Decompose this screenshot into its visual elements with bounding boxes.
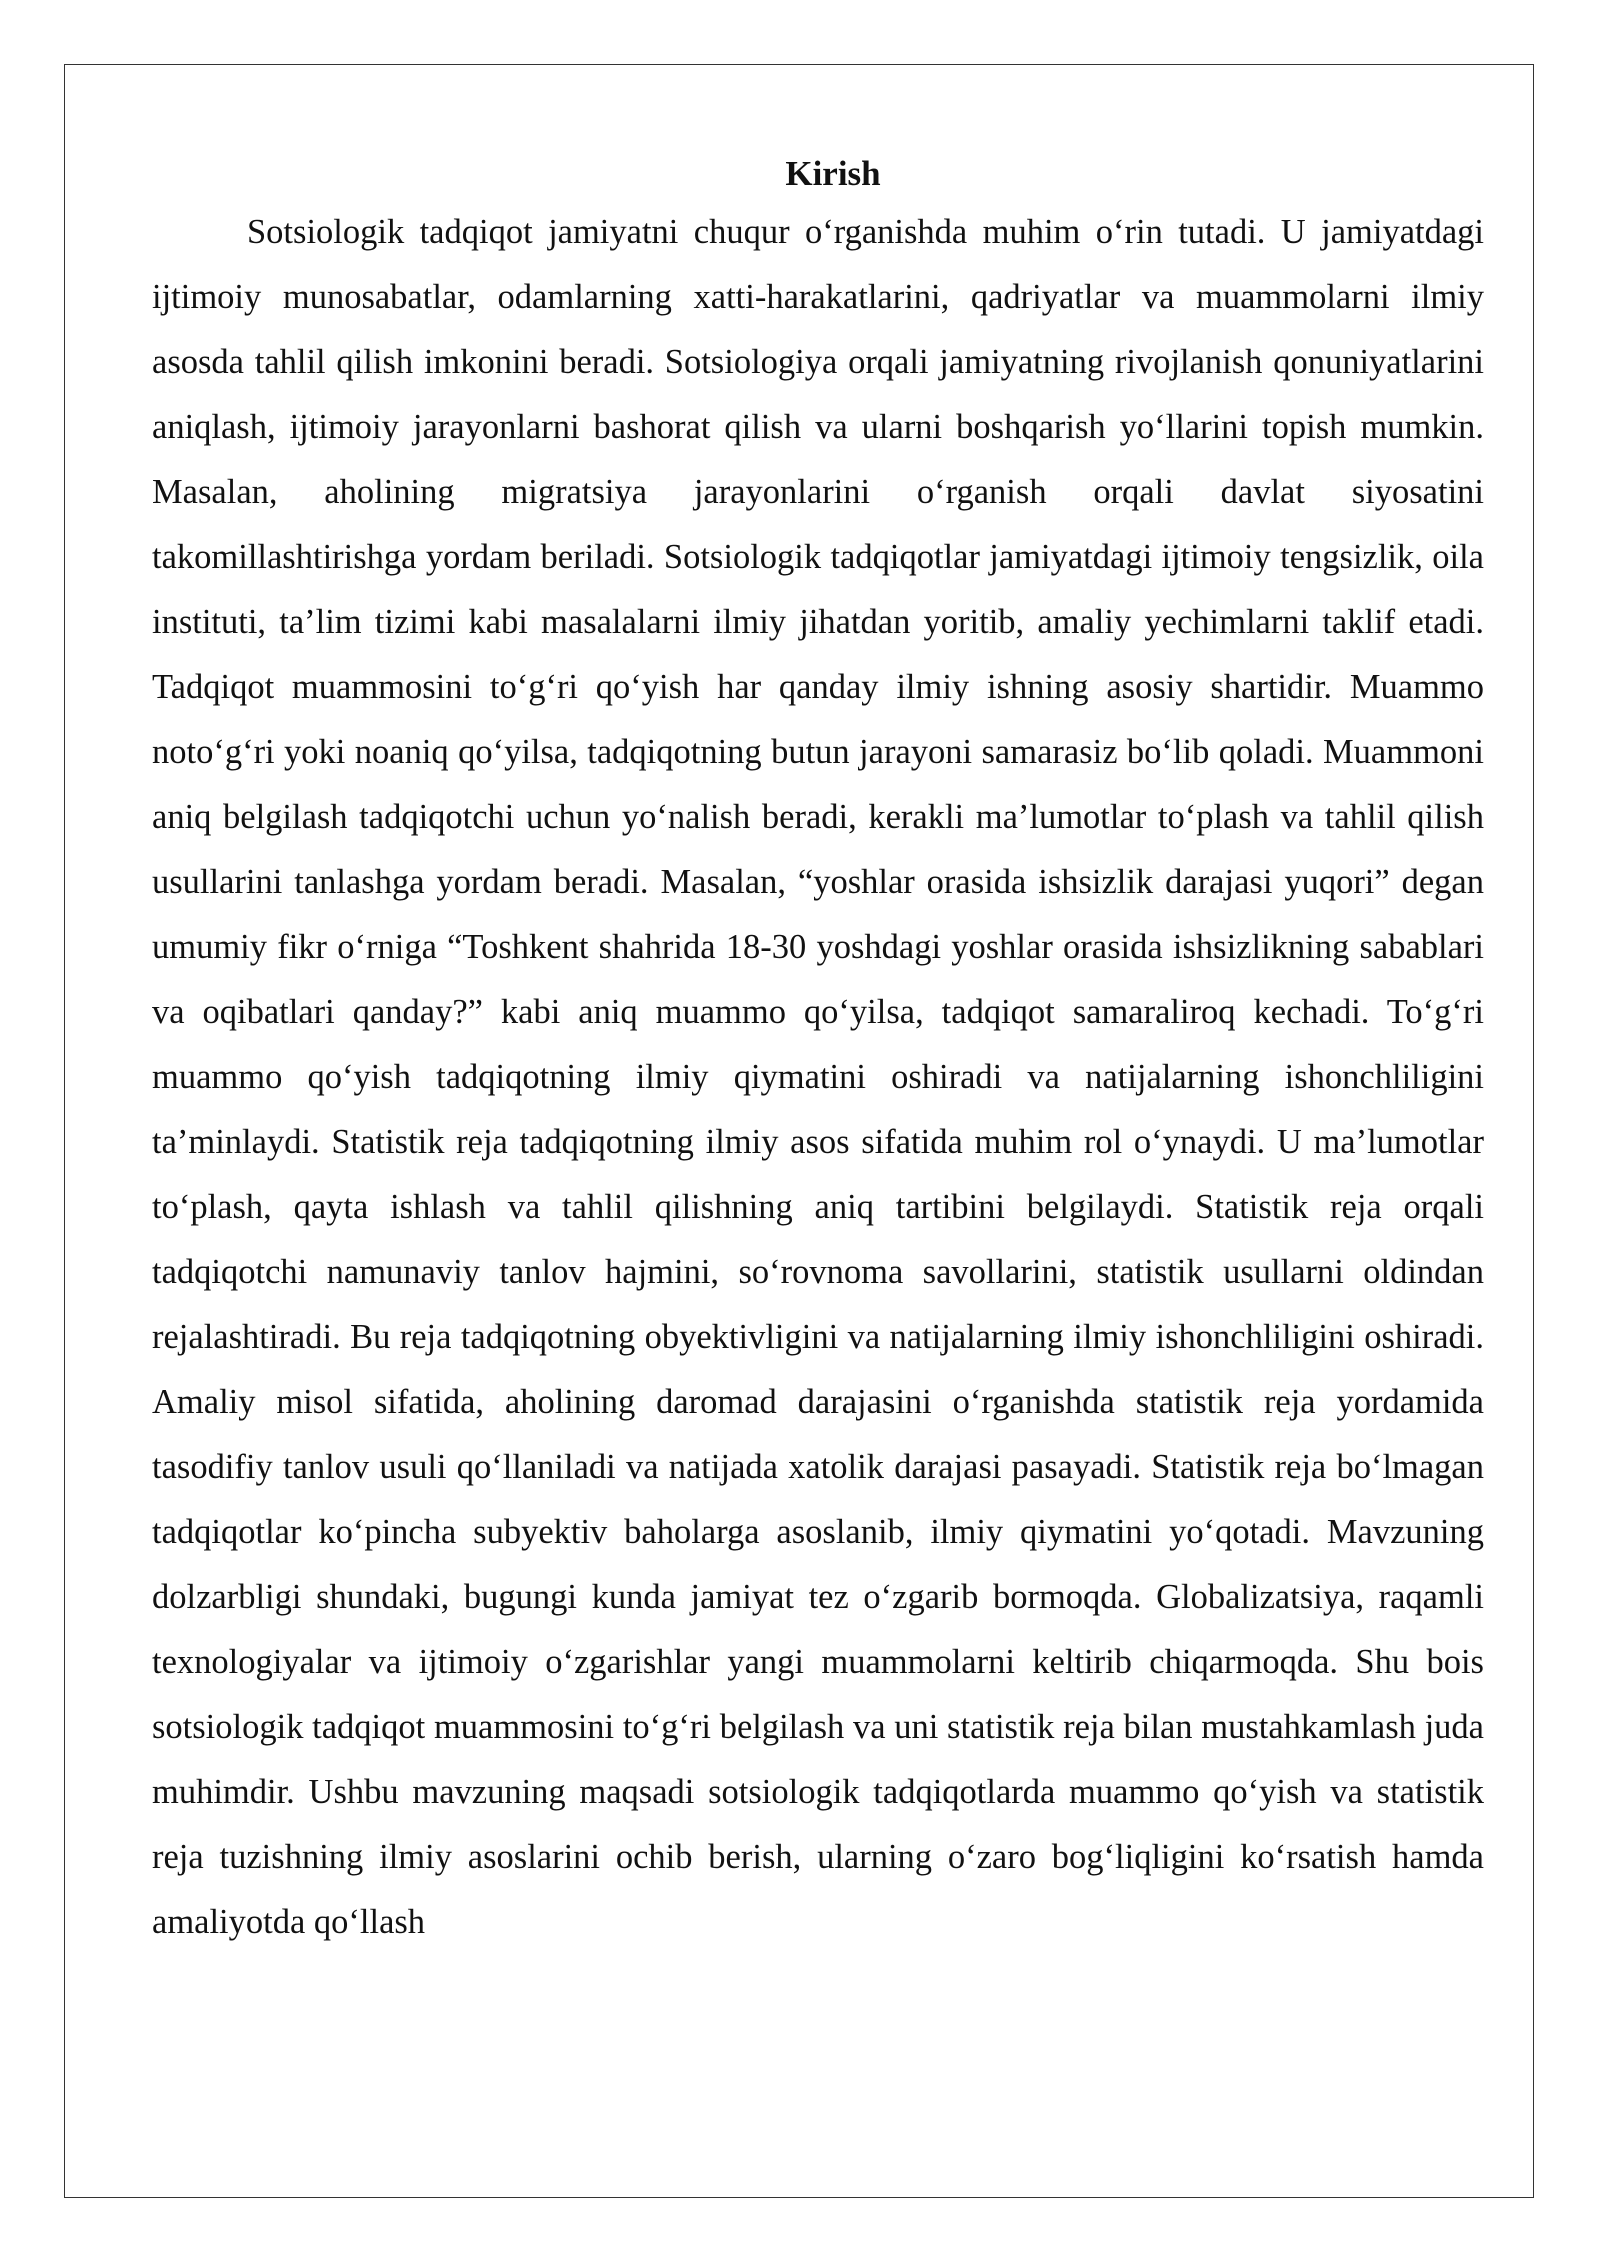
document-title: Kirish <box>785 154 881 193</box>
body-paragraph: Sotsiologik tadqiqot jamiyatni chuqur o‘rganishda muhim o‘rin tutadi. U jamiyatdagi ijtimoiy munosabatlar, odamlarning xatti-harakatlarini, qadriyatlar va muammolarni ilmiy asosda tahlil qilish imkonini beradi. Sotsiologiya orqali jamiyatning rivojlanish qonuniyatlarini aniqlash, ijtimoiy jarayonlarni bashorat qilish va ularni boshqarish yo‘llarini topish mumkin. Masalan, aholining migratsiya jarayonlarini o‘rganish orqali davlat siyosatini takomillashtirishga yordam beriladi. Sotsiologik tadqiqotlar jamiyatdagi ijtimoiy tengsizlik, oila instituti, ta’lim tizimi kabi masalalarni ilmiy jihatdan yoritib, amaliy yechimlarni taklif etadi. Tadqiqot muammosini to‘g‘ri qo‘yish har qanday ilmiy ishning asosiy shartidir. Muammo noto‘g‘ri yoki noaniq qo‘yilsa, tadqiqotning butun jarayoni samarasiz bo‘lib qoladi. Muammoni aniq belgilash tadqiqotchi uchun yo‘nalish beradi, kerakli ma’lumotlar to‘plash va tahlil qilish usullarini tanlashga yordam beradi. Masalan, “yoshlar orasida ishsizlik darajasi yuqori” degan umumiy fikr o‘rniga “Toshkent shahrida 18-30 yoshdagi yoshlar orasida ishsizlikning sabablari va oqibatlari qanday?” kabi aniq muammo qo‘yilsa, tadqiqot samaraliroq kechadi. To‘g‘ri muammo qo‘yish tadqiqotning ilmiy qiymatini oshiradi va natijalarning ishonchliligini ta’minlaydi. Statistik reja tadqiqotning ilmiy asos sifatida muhim rol o‘ynaydi. U ma’lumotlar to‘plash, qayta ishlash va tahlil qilishning aniq tartibini belgilaydi. Statistik reja orqali tadqiqotchi namunaviy tanlov hajmini, so‘rovnoma savollarini, statistik usullarni oldindan rejalashtiradi. Bu reja tadqiqotning obyektivligini va natijalarning ilmiy ishonchliligini oshiradi. Amaliy misol sifatida, aholining daromad darajasini o‘rganishda statistik reja yordamida tasodifiy tanlov usuli qo‘llaniladi va natijada xatolik darajasi pasayadi. Statistik reja bo‘lmagan tadqiqotlar ko‘pincha subyektiv baholarga asoslanib, ilmiy qiymatini yo‘qotadi. Mavzuning dolzarbligi shundaki, bugungi kunda jamiyat tez o‘zgarib bormoqda. Globalizatsiya, raqamli texnologiyalar va ijtimoiy o‘zgarishlar yangi muammolarni keltirib chiqarmoqda. Shu bois sotsiologik tadqiqot muammosini to‘g‘ri belgilash va uni statistik reja bilan mustahkamlash juda muhimdir. Ushbu mavzuning maqsadi sotsiologik tadqiqotlarda muammo qo‘yish va statistik reja tuzishning ilmiy asoslarini ochib berish, ularning o‘zaro bog‘liqligini ko‘rsatish hamda amaliyotda qo‘llash <box>152 213 1484 1941</box>
document-body <box>152 148 1484 1955</box>
